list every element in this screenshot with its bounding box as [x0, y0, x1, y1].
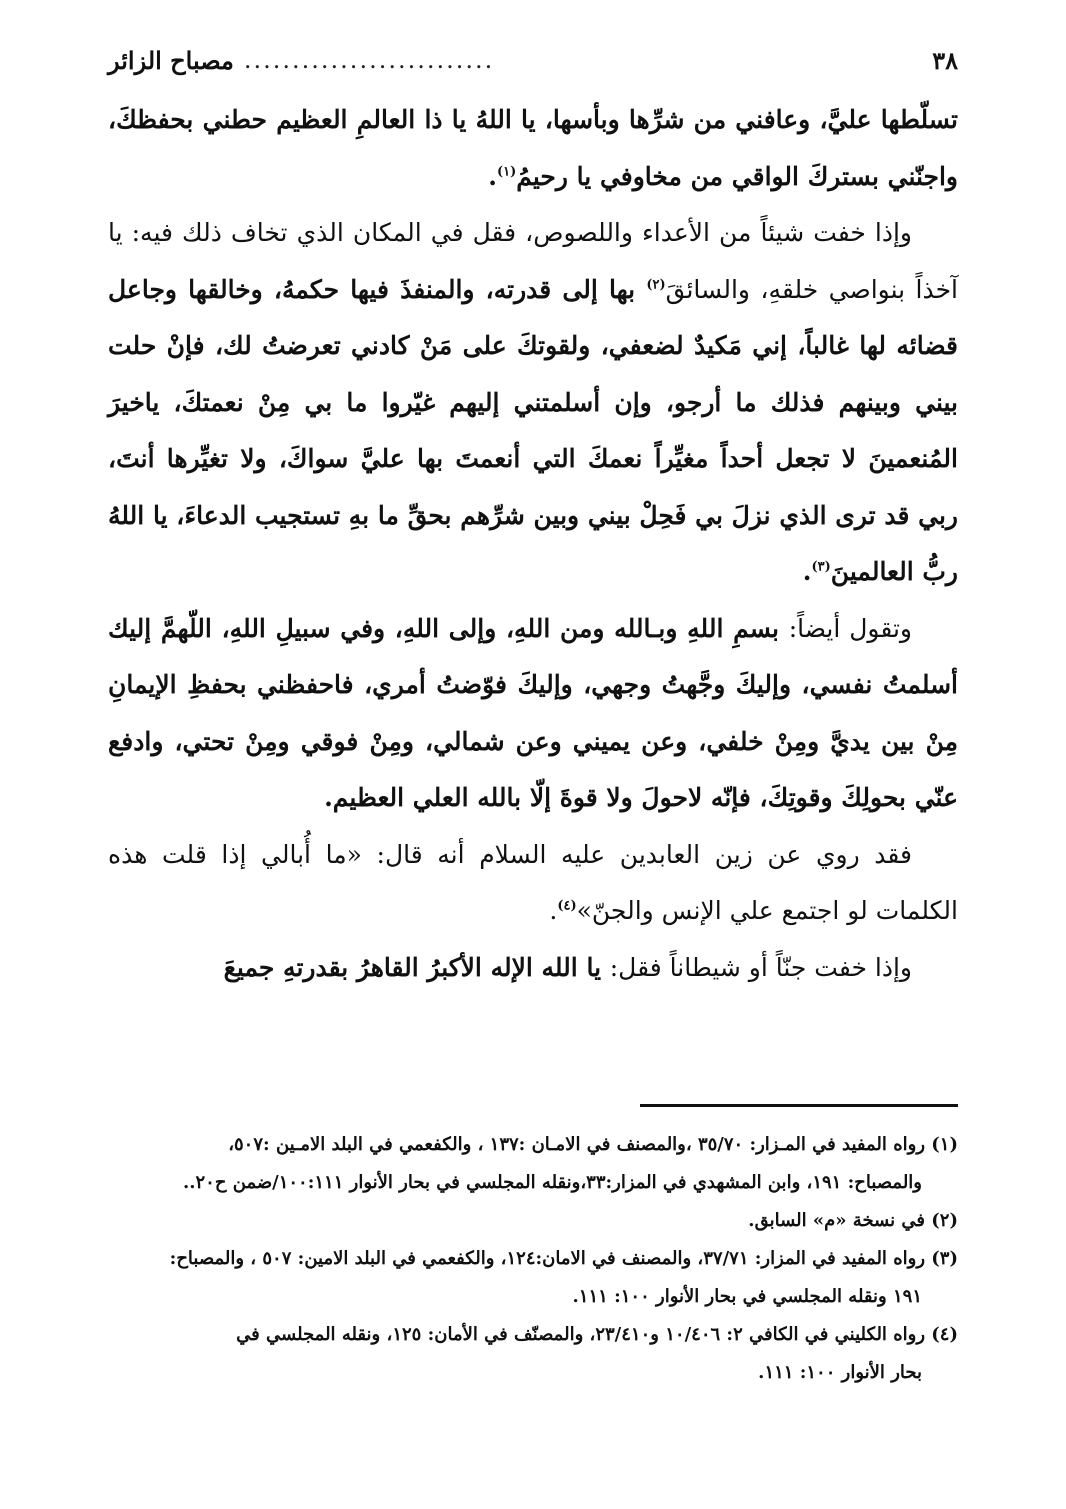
footnote-1-line-1: (١) رواه المفيد في المـزار: ٣٥/٧٠ ،والمصنف في الامـان :١٣٧ ، والكفعمي في البلد الامـين :٥٠٧،: [228, 1134, 958, 1155]
book-title: مصباح الزائر: [108, 45, 234, 75]
paragraph-2: [108, 205, 958, 601]
footnote-4-line-2: بحار الأنوار ١٠٠: ١١١.: [758, 1362, 922, 1383]
footnote-1-line-2: والمصباح: ١٩١، وابن المشهدي في المزار:٣٣،ونقله المجلسي في بحار الأنوار ١٠٠:١١١/ضمن ح٢٠..: [182, 1172, 922, 1193]
paragraph-5-lead: وإذا خفت جنّاً أو شيطاناً فقل:: [609, 952, 912, 982]
footnote-3-line-2: ١٩١ ونقله المجلسي في بحار الأنوار ١٠٠: ١١١.: [572, 1286, 922, 1307]
paragraph-3: [108, 601, 958, 827]
paragraph-1-text: تسلّطها عليَّ، وعافني من شرِّها وبأسها، يا اللهُ يا ذا العالمِ العظيم حطني بحفظكَ، واجنّني بستركَ الواقي من مخاوفي يا رحيمُ: [108, 105, 958, 191]
paragraph-4-end: .: [549, 896, 558, 925]
footnote-1: [108, 1126, 958, 1202]
footnote-3: [108, 1240, 958, 1316]
header-leader-dots: ..........................: [243, 46, 495, 74]
footnote-2: [108, 1202, 958, 1240]
paragraph-2-text-a: وإذا خفت شيئاً من الأعداء واللصوص، فقل في المكان الذي تخاف ذلك فيه: يا آخذاً بنواصي خلقهِ، والسائقَ: [108, 218, 958, 304]
footnote-ref-1: (١): [496, 164, 517, 180]
header-title-group: [108, 46, 494, 75]
footnote-4-line-1: (٤) رواه الكليني في الكافي ٢: ١٠/٤٠٦ و٢٣/٤١٠، والمصنّف في الأمان: ١٢٥، ونقله المجلسي في: [236, 1324, 958, 1345]
footnote-ref-3: (٣): [811, 559, 831, 575]
footnote-separator: [640, 1104, 958, 1107]
paragraph-3-text: بسمِ اللهِ وبـالله ومن اللهِ، وإلى اللهِ، وفي سبيلِ اللهِ، اللّهمَّ إليك أسلمتُ نفسي، وإليكَ وجَّهتُ وجهي، وإليكَ فوّضتُ أمري، فاحفظني بحفظِ الإيمانِ مِنْ بين يديَّ ومِنْ خلفي، وعن يميني وعن شمالي، ومِنْ فوقي ومِنْ تحتي، وادفع عنّي بحولِكَ وقوتِكَ، فإنّه لاحولَ ولا قوةَ إلّا بالله العلي العظيم.: [108, 613, 958, 812]
footnote-4: [108, 1316, 958, 1392]
paragraph-4: [108, 827, 958, 940]
main-text: [108, 92, 958, 996]
paragraph-1-end: .: [488, 161, 497, 191]
paragraph-1: [108, 92, 958, 205]
page-number: ٣٨: [932, 45, 958, 75]
paragraph-3-lead: وتقول أيضاً:: [788, 613, 913, 643]
paragraph-4-text: فقد روي عن زين العابدين عليه السلام أنه قال: «ما أُبالي إذا قلت هذه الكلمات لو اجتمع علي الإنس والجنّ»: [108, 839, 958, 925]
paragraph-2-text-b: بها إلى قدرته، والمنفذَ فيها حكمهُ، وخالقها وجاعل قضائه لها غالباً، إني مَكيدٌ لضعفي، ولقوتكَ على مَنْ كادني تعرضتُ لك، فإنْ حلت بيني وبينهم فذلك ما أرجو، وإن أسلمتني إليهم غيّروا ما بي مِنْ نعمتكَ، ياخيرَ المُنعمينَ لا تجعل أحداً مغيِّراً نعمكَ التي أنعمتَ بها عليَّ سواكَ، ولا تغيِّرها أنتَ، ربي قد ترى الذي نزلَ بي فَحِلْ بيني وبين شرِّهم بحقِّ ما بهِ تستجيب الدعاءَ، يا اللهُ ربُّ العالمينَ: [108, 274, 958, 586]
footnote-2-line-1: (٢) في نسخة «م» السابق.: [748, 1210, 958, 1231]
footnote-ref-4: (٤): [557, 898, 577, 914]
page-header: [108, 40, 958, 80]
footnote-ref-2: (٢): [646, 277, 666, 293]
footnotes: [108, 1126, 958, 1392]
footnote-3-line-1: (٣) رواه المفيد في المزار: ٣٧/٧١، والمصنف في الامان:١٢٤، والكفعمي في البلد الامين: ٥٠٧ ، والمصباح:: [169, 1248, 958, 1269]
paragraph-5: [108, 940, 958, 997]
paragraph-5-text: يا الله الإله الأكبرُ القاهرُ بقدرتهِ جميعَ: [223, 952, 610, 982]
paragraph-2-end: .: [802, 557, 812, 586]
